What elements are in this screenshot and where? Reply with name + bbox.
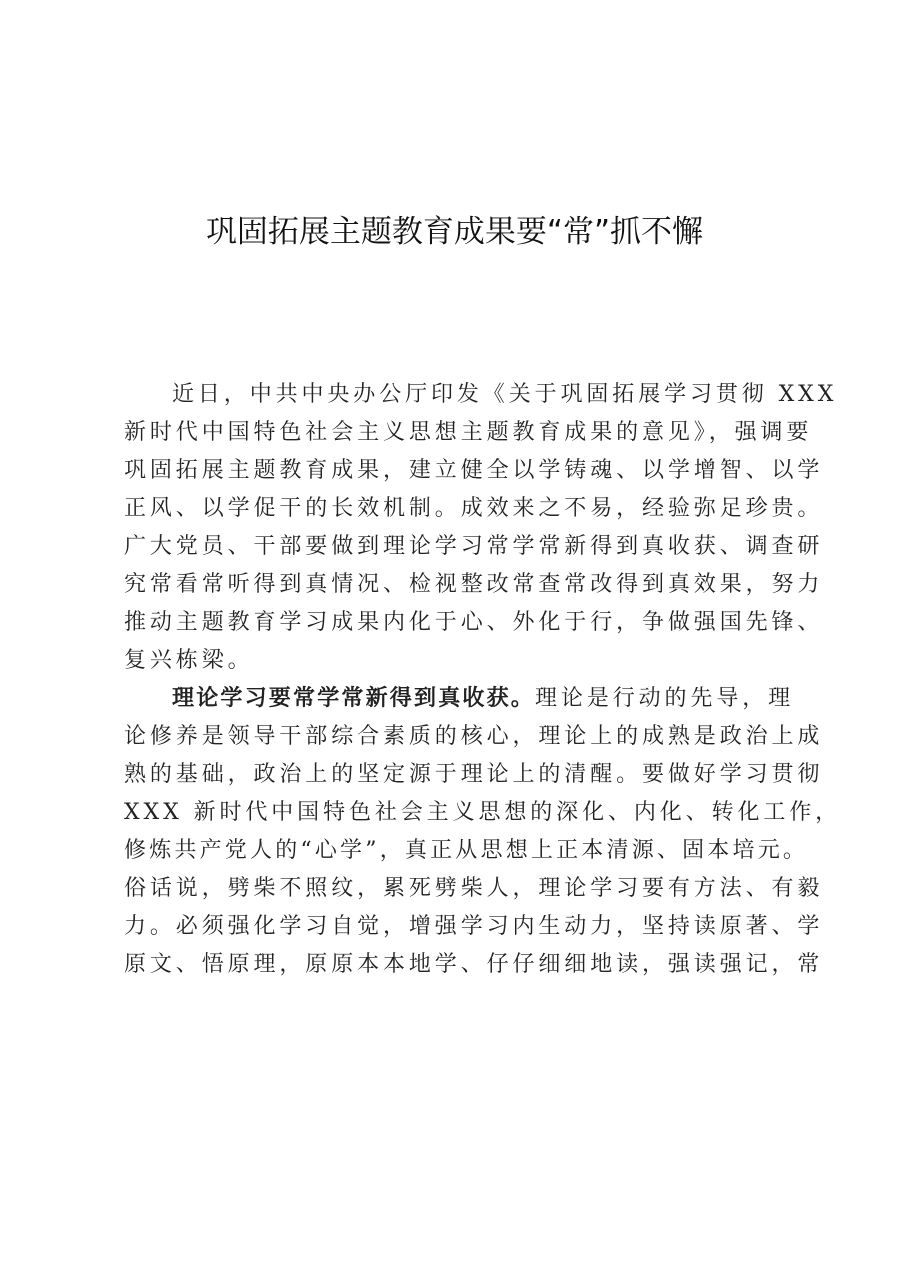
paragraph-text: 理论是行动的先导，理: [535, 686, 795, 711]
document-body: [124, 376, 842, 984]
paragraph-line: 熟的基础，政治上的坚定源于理论上的清醒。要做好学习贯彻: [124, 762, 824, 787]
paragraph-line: 复兴栋梁。: [124, 648, 254, 673]
paragraph-intro: [124, 376, 838, 680]
paragraph-line: XXX 新时代中国特色社会主义思想的深化、内化、转化工作，: [124, 800, 842, 825]
paragraph-line: 广大党员、干部要做到理论学习常学常新得到真收获、调查研: [124, 534, 824, 559]
paragraph-line: 论修养是领导干部综合素质的核心，理论上的成熟是政治上成: [124, 724, 824, 749]
paragraph-line: 巩固拓展主题教育成果，建立健全以学铸魂、以学增智、以学: [124, 458, 824, 483]
paragraph-line: 新时代中国特色社会主义思想主题教育成果的意见》，强调要: [124, 420, 813, 445]
section-heading: 理论学习要常学常新得到真收获。: [172, 686, 536, 711]
paragraph-line: 俗话说，劈柴不照纹，累死劈柴人，理论学习要有方法、有毅: [124, 876, 824, 901]
paragraph-line: [124, 680, 804, 718]
document-title: 巩固拓展主题教育成果要“常”抓不懈: [205, 214, 704, 250]
paragraph-line: 究常看常听得到真情况、检视整改常查常改得到真效果，努力: [124, 572, 824, 597]
paragraph-line: 近日，中共中央办公厅印发《关于巩固拓展学习贯彻 XXX: [172, 382, 838, 407]
paragraph-line: 推动主题教育学习成果内化于心、外化于行，争做强国先锋、: [124, 610, 824, 635]
paragraph-line: 原文、悟原理，原原本本地学、仔仔细细地读，强读强记，常: [124, 952, 824, 977]
paragraph-line: 正风、以学促干的长效机制。成效来之不易，经验弥足珍贵。: [124, 496, 824, 521]
paragraph-theory-study: [124, 680, 842, 984]
paragraph-line: 力。必须强化学习自觉，增强学习内生动力，坚持读原著、学: [124, 914, 824, 939]
paragraph-line: 修炼共产党人的“心学”，真正从思想上正本清源、固本培元。: [124, 838, 809, 863]
